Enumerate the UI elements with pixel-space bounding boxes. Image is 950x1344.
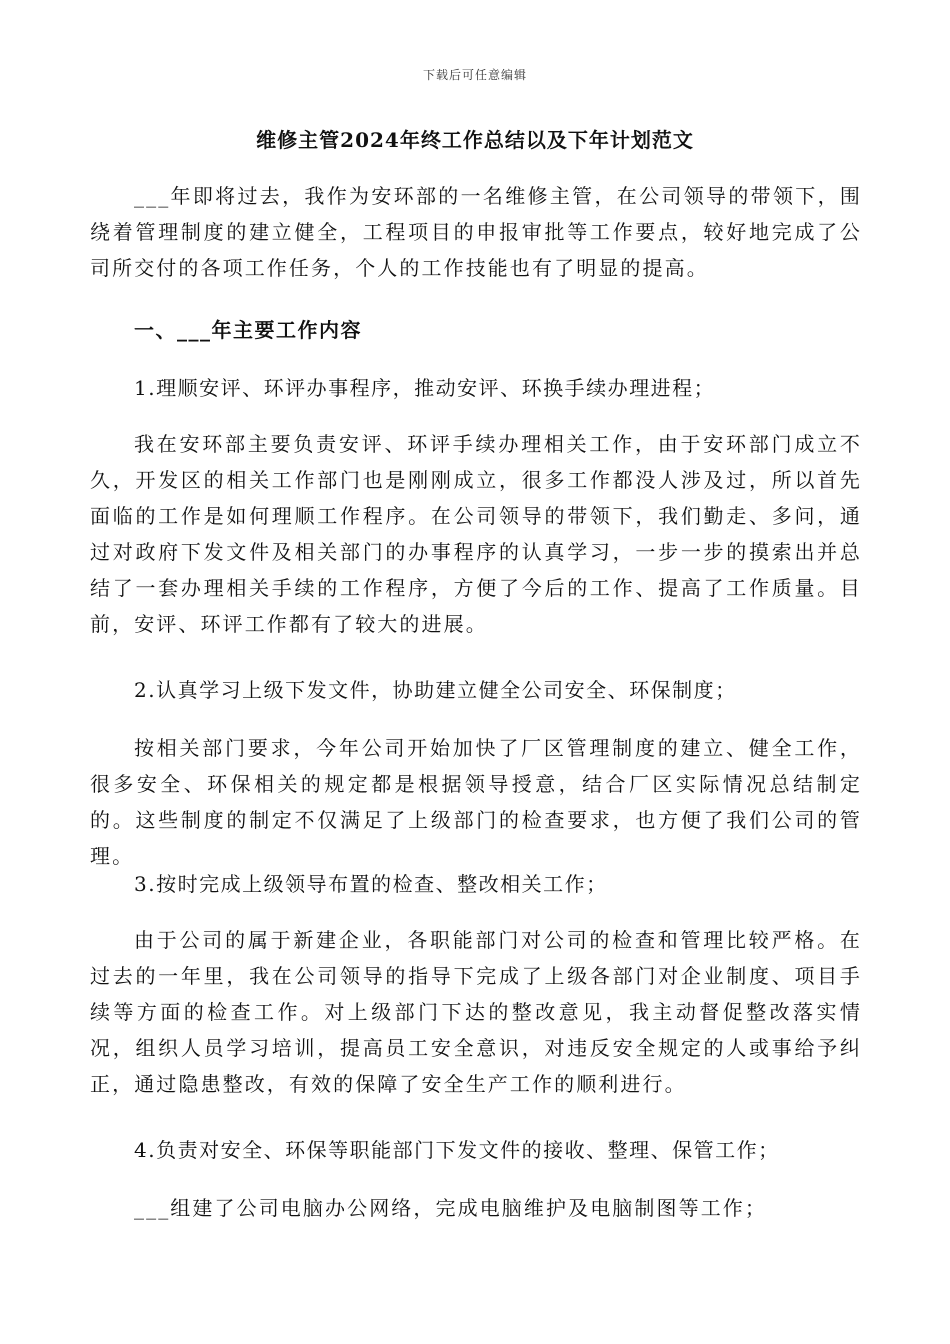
- item-3-title: 3.按时完成上级领导布置的检查、整改相关工作；: [134, 872, 608, 896]
- header-note: 下载后可任意编辑: [422, 68, 527, 82]
- item-2-body: 按相关部门要求，今年公司开始加快了厂区管理制度的建立、健全工作，很多安全、环保相关的规定都是根据领导授意，结合厂区实际情况总结制定的。这些制度的制定不仅满足了上级部门的检查要求，也方便了我们公司的管理。: [90, 736, 862, 868]
- section-heading: 一、___年主要工作内容: [134, 318, 362, 342]
- item-4-body: ___组建了公司电脑办公网络，完成电脑维护及电脑制图等工作；: [134, 1196, 767, 1220]
- item-1-title: 1.理顺安评、环评办事程序，推动安评、环换手续办理进程；: [134, 376, 716, 400]
- item-2-title: 2.认真学习上级下发文件，协助建立健全公司安全、环保制度；: [134, 678, 737, 702]
- page-title: 维修主管2024年终工作总结以及下年计划范文: [256, 128, 694, 152]
- item-1-body: 我在安环部主要负责安评、环评手续办理相关工作，由于安环部门成立不久，开发区的相关工作部门也是刚刚成立，很多工作都没人涉及过，所以首先面临的工作是如何理顺工作程序。在公司领导的带领下，我们勤走、多问，通过对政府下发文件及相关部门的办事程序的认真学习，一步一步的摸索出并总结了一套办理相关手续的工作程序，方便了今后的工作、提高了工作质量。目前，安评、环评工作都有了较大的进展。: [90, 432, 862, 636]
- item-3-body: 由于公司的属于新建企业，各职能部门对公司的检查和管理比较严格。在过去的一年里，我在公司领导的指导下完成了上级各部门对企业制度、项目手续等方面的检查工作。对上级部门下达的整改意见，我主动督促整改落实情况，组织人员学习培训，提高员工安全意识，对违反安全规定的人或事给予纠正，通过隐患整改，有效的保障了安全生产工作的顺利进行。: [90, 928, 862, 1096]
- item-4-title: 4.负责对安全、环保等职能部门下发文件的接收、整理、保管工作；: [134, 1138, 780, 1162]
- intro-paragraph: ___年即将过去，我作为安环部的一名维修主管，在公司领导的带领下，围绕着管理制度的建立健全，工程项目的申报审批等工作要点，较好地完成了公司所交付的各项工作任务，个人的工作技能也有了明显的提高。: [90, 184, 862, 280]
